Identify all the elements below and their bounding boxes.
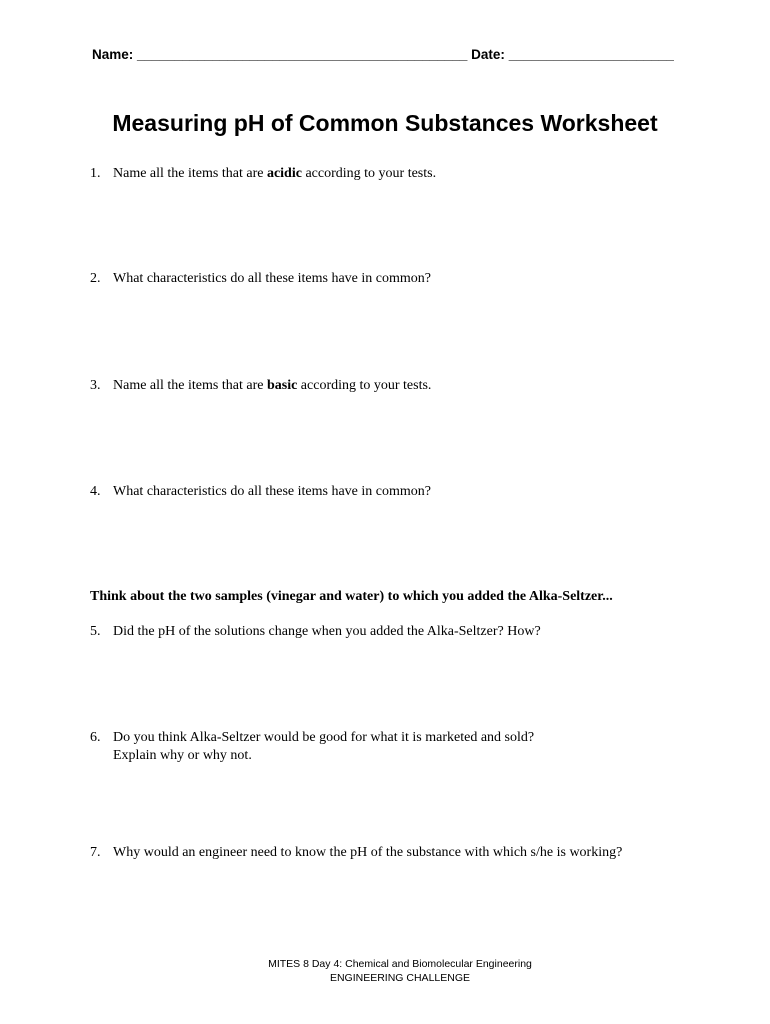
date-blank[interactable]: ______________________: [508, 47, 674, 62]
header-line: [92, 47, 674, 62]
question-text: Why would an engineer need to know the pH of the substance with which s/he is working?: [113, 845, 623, 860]
question-text: Do you think Alka-Seltzer would be good for what it is marketed and sold?: [113, 730, 535, 745]
question-text: according to your tests.: [301, 166, 437, 181]
question-text: Name all the items that are: [113, 378, 267, 393]
question-text: Did the pH of the solutions change when you added the Alka-Seltzer? How?: [113, 624, 541, 639]
question-number: 5.: [90, 624, 101, 639]
question-number: 2.: [90, 271, 101, 286]
question-keyword: acidic: [266, 166, 302, 181]
question-2: [90, 270, 431, 288]
question-3: [90, 377, 431, 395]
date-label: Date:: [471, 47, 505, 62]
name-blank[interactable]: ____________________________________________: [137, 47, 468, 62]
question-5: [90, 623, 541, 641]
question-text: What characteristics do all these items have in common?: [113, 271, 431, 286]
question-text-continued: Explain why or why not.: [113, 748, 252, 763]
question-number: 3.: [90, 378, 101, 393]
question-6: [90, 729, 534, 765]
question-7: [90, 844, 622, 862]
question-1: [90, 165, 436, 183]
question-keyword: basic: [266, 378, 298, 393]
question-text: What characteristics do all these items have in common?: [113, 484, 431, 499]
question-number: 7.: [90, 845, 101, 860]
question-number: 1.: [90, 166, 101, 181]
footer-line-1: MITES 8 Day 4: Chemical and Biomolecular Engineering: [268, 958, 532, 970]
question-text: according to your tests.: [297, 378, 432, 393]
section-prompt: Think about the two samples (vinegar and water) to which you added the Alka-Seltzer...: [90, 589, 613, 604]
question-4: [90, 483, 431, 501]
question-number: 6.: [90, 730, 101, 745]
question-number: 4.: [90, 484, 101, 499]
page-footer: [0, 957, 770, 985]
name-label: Name:: [92, 47, 134, 62]
footer-line-2: ENGINEERING CHALLENGE: [329, 972, 471, 984]
question-text: Name all the items that are: [113, 166, 267, 181]
worksheet-title: Measuring pH of Common Substances Worksheet: [112, 110, 658, 136]
